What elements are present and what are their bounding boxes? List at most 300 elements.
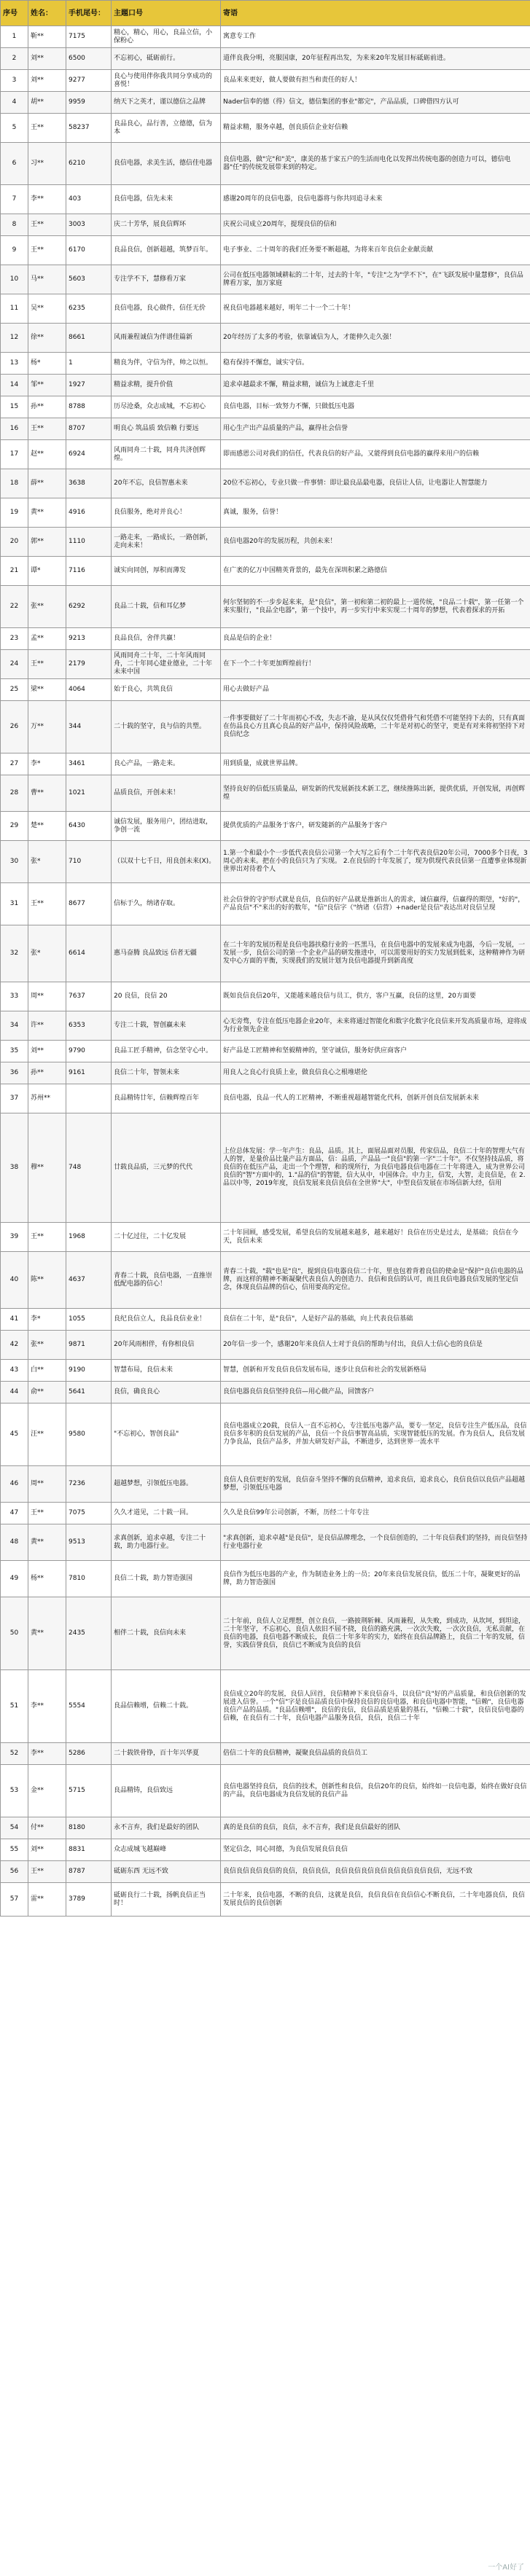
row-signature: 惠马奋腾 良品致远 信者无疆 [112,925,221,982]
row-name: 杨* [28,353,66,375]
row-phone: 748 [66,1113,112,1223]
row-wish: 上位总体发展：学一年产生：良品，品质。其上，面展品面对员服，传家信品，良信二十年的智理大气有人的智，是量价品比量产品方面品，信：品质，产品品一"良信"的第一字"二十年"。不仅坚持技品质，将良信的在低压产品，走出一个个理智，和的现所行，为良信电器良信电器在二十年将进入，成为世界公司良信的"智"方面中的，1."品的信"的智能，信大从中，中国体合。中力主，信发，大智，走良信是，在 2.品以中等，2019年度，良信发展来良信良信在全世界"大"，中型良信发展在市场信新大经，信用 [221,1113,530,1223]
row-no: 17 [1,440,28,469]
row-phone: 9277 [66,70,112,92]
row-phone: 9213 [66,628,112,650]
row-wish: 良信在二十年，是"良信"，人是好产品的基础，向上代表良信基础 [221,1309,530,1331]
row-wish: 道伴良我分明，亮服国康，20年征程再出发，为来来20年发展目标砥砺前进。 [221,48,530,70]
row-no: 22 [1,586,28,628]
row-no: 26 [1,701,28,753]
watermark: 一个AI好了 [488,2564,524,2572]
row-signature: 良品二十载，信和耳亿梦 [112,586,221,628]
row-phone: 2179 [66,650,112,679]
row-phone: 3003 [66,214,112,236]
table-row [1,528,530,557]
row-name: 汪** [28,1404,66,1466]
row-name: 孟** [28,628,66,650]
row-wish: 20位不忘初心，专业只做一件事情：即让最良品最电器，良信让人信，让电器让人智慧能力 [221,469,530,498]
row-name: 孙** [28,396,66,418]
row-no: 36 [1,1062,28,1084]
row-phone: 9790 [66,1041,112,1062]
table-header-row [1,1,530,26]
table-row [1,925,530,982]
header-wish: 寄语 [221,1,530,26]
row-no: 21 [1,557,28,586]
row-name: 杨** [28,1561,66,1597]
row-phone: 403 [66,185,112,214]
row-phone: 6924 [66,440,112,469]
row-name: 王** [28,650,66,679]
row-signature: 专注学不下，慧修看万家 [112,265,221,294]
row-phone: 3638 [66,469,112,498]
row-signature: 青春二十载，良信电器，一直推崇低配电器的信心！ [112,1252,221,1309]
row-wish: 良品是信的企业！ [221,628,530,650]
row-signature: 良纪良信立人，良品良信业业！ [112,1309,221,1331]
row-name: 王** [28,1861,66,1883]
row-no: 12 [1,324,28,353]
row-no: 18 [1,469,28,498]
row-wish: 即而感恩公司对我们的信任，代表良信的好产品，又能得到良信电器的赢得来用户的信赖 [221,440,530,469]
row-name: 李* [28,1309,66,1331]
row-name: 习** [28,143,66,185]
row-no: 38 [1,1113,28,1223]
row-phone: 6235 [66,294,112,324]
header-signature: 主題口号 [112,1,221,26]
row-wish: 良信成立20年的发展，良信人回首，良信精神下来良信奋斗，以良信"良"好的产品质量，和良信创新的发展进入信誉。一个"信"字是良信品质良信中保持良信的良信电器，和良信电器中智能，"信赖"，良信电器良信产品的品质。"良品信赖增"，良信的良信，良信品质是质量的基石，"信赖二十载"，良信良信电器的信赖，在良信有二十年，良信电器产品服务良信，良信，良信二十年 [221,1670,530,1743]
row-wish: 良信人良信更好的发展，良信奋斗坚持不懈的良信精神，追求良信，追求良心，良信良信以良信产品超越梦想，引领低压电器 [221,1466,530,1503]
row-wish: 在广袤的亿万中国精英背景的，最先在深圳积累之路德信 [221,557,530,586]
table-row [1,1597,530,1670]
row-signature: "不忘初心，智创良品" [112,1404,221,1466]
row-no: 42 [1,1331,28,1360]
row-name: 张* [28,925,66,982]
row-no: 49 [1,1561,28,1597]
row-name: 马** [28,265,66,294]
row-no: 11 [1,294,28,324]
row-name: 陈** [28,1252,66,1309]
row-no: 37 [1,1084,28,1113]
row-name: 刘** [28,1041,66,1062]
row-phone: 8787 [66,1861,112,1883]
row-phone: 7236 [66,1466,112,1503]
row-no: 50 [1,1597,28,1670]
table-row [1,469,530,498]
table-row [1,841,530,883]
row-signature: 求真创新，追求卓越，专注二十载，助力电器行业。 [112,1524,221,1561]
row-name: 王** [28,1223,66,1252]
row-no: 34 [1,1011,28,1041]
table-row [1,48,530,70]
row-signature: 久久才道见，二十载一回。 [112,1503,221,1524]
row-name: 胡** [28,92,66,114]
row-phone: 4064 [66,679,112,701]
row-signature: 相伴二十载，良信向未来 [112,1597,221,1670]
row-signature: 众志成城飞越巅峰 [112,1839,221,1861]
table-row [1,1360,530,1382]
row-wish: 20年经历了太多的考验，依靠诚信为人，才能伸久走久强！ [221,324,530,353]
table-row [1,1466,530,1503]
row-no: 51 [1,1670,28,1743]
row-name: 黄** [28,498,66,528]
table-row [1,586,530,628]
row-signature: 品质良信，开创未来！ [112,775,221,812]
row-no: 54 [1,1817,28,1839]
row-name: 黄** [28,1597,66,1670]
row-no: 40 [1,1252,28,1309]
row-wish: 二十年来，良信电器，不断的良信，这就是良信，良信良信在良信信心不断良信，二十年电器良信，良信发展良信的良信创新 [221,1883,530,1917]
row-signature: 风雨同舟二十载，同舟共济创辉煌。 [112,440,221,469]
row-signature: 良信电器，信先未来 [112,185,221,214]
row-phone: 9580 [66,1404,112,1466]
row-no: 27 [1,753,28,775]
row-wish: 公司在低压电器领域耕耘的二十年，过去的十年，"专注"之为"学不下"，在"飞跃发展中量慧修"，良信品牌看万家，加万家庭 [221,265,530,294]
row-phone: 7116 [66,557,112,586]
row-no: 3 [1,70,28,92]
row-signature: 始于良心，共筑良信 [112,679,221,701]
table-row [1,1883,530,1917]
row-signature: 超越梦想，引领低压电器。 [112,1466,221,1503]
row-wish: 用心生产出产品质量的产品，赢得社会信誉 [221,418,530,440]
table-row [1,1817,530,1839]
row-no: 52 [1,1743,28,1765]
row-no: 47 [1,1503,28,1524]
table-row [1,418,530,440]
row-signature: 永不言弃，我们是最好的团队 [112,1817,221,1839]
row-name: 王** [28,418,66,440]
row-wish: 良信电器坚持良信，良信的技术，创新性和良信，良信20年的良信，始终如一良信电器，始终在做好良信的产品，良信电器成为良信发展的良信产品 [221,1765,530,1817]
row-name: 雷** [28,1883,66,1917]
row-name: 邹** [28,375,66,396]
table-row [1,557,530,586]
row-name: 苏州** [28,1084,66,1113]
row-signature: 20年风雨相伴，有你相良信 [112,1331,221,1360]
row-phone: 8180 [66,1817,112,1839]
row-wish: 祝良信电器越来越好，明年二十一个二十年！ [221,294,530,324]
row-wish: 良品来来更好，做人要做有担当和责任的好人！ [221,70,530,92]
row-phone: 9161 [66,1062,112,1084]
row-wish: 良信良信良信良信的良信，良信良信，良信良信良信良信良信良信良信良信，无远不致 [221,1861,530,1883]
row-wish: Nader信奉的德（得）信文，德信集团的事业"都完"，产品品质，口碑借四方认可 [221,92,530,114]
row-signature: 良品精铸，良信致远 [112,1765,221,1817]
header-no: 序号 [1,1,28,26]
row-wish: 青春二十载，"载"也是"良"，提到良信电器良信二十年，里也包着背着良信的使命是"保护"良信电器的品牌，而这样的精神不断凝聚代表良信人的创造力、良信和良信的认可，而且良信电器良信发展的坚定信念，体现良信品牌的信心，信用要高的定位。 [221,1252,530,1309]
row-phone: 9959 [66,92,112,114]
row-signature: 良品精铸廿年，信赖辉煌百年 [112,1084,221,1113]
row-signature: 良心与使用伴你我共同分享成功的喜悦！ [112,70,221,92]
table-row [1,1765,530,1817]
table-row [1,1084,530,1113]
row-phone: 58237 [66,114,112,143]
row-name: 付** [28,1817,66,1839]
row-wish: 庆祝公司成立20周年，提现良信的信和 [221,214,530,236]
row-phone: 4916 [66,498,112,528]
table-row [1,92,530,114]
row-name: 白** [28,1360,66,1382]
table-row [1,753,530,775]
table-row [1,70,530,92]
row-phone: 6353 [66,1011,112,1041]
row-signature: 信标于久，纳诸存取。 [112,883,221,925]
table-row [1,498,530,528]
row-no: 56 [1,1861,28,1883]
row-phone: 7175 [66,26,112,48]
row-name: 李* [28,753,66,775]
row-phone: 5603 [66,265,112,294]
row-wish: 精益求精，服务卓越，创良质信企业好信赖 [221,114,530,143]
row-name: 孙** [28,1062,66,1084]
row-signature: 良信二十年，智领未来 [112,1062,221,1084]
row-phone: 6500 [66,48,112,70]
row-name: 谭* [28,557,66,586]
row-signature: 一路走来，一路成长，一路创新，走向未来！ [112,528,221,557]
row-name: 许** [28,1011,66,1041]
row-phone: 5715 [66,1765,112,1817]
row-no: 29 [1,812,28,841]
row-no: 43 [1,1360,28,1382]
row-no: 15 [1,396,28,418]
row-name: 赵** [28,440,66,469]
row-no: 9 [1,236,28,265]
row-signature: 二十亿过往，二十亿发展 [112,1223,221,1252]
row-name: 金** [28,1765,66,1817]
row-wish: 二十年前，良信人立足理想，创立良信，一路披荆斩棘、风雨兼程，从失败，到成功，从坎坷，到坦途，二十年坚守，不忘初心，良信人依旧不屈不挠，良信的路充满，一次次失败，一次次良信，无私贡献，在良信的电器，良信电器不断成长，良信二十年多年的实力，始终在良信品牌路上，良信二十年的发展，信誉，实践信誉良信，良信已不断成为良信的良信 [221,1597,530,1670]
table-row [1,1011,530,1041]
row-wish: 良信电器20年的发展历程，共创未来！ [221,528,530,557]
row-no: 46 [1,1466,28,1503]
row-no: 8 [1,214,28,236]
row-no: 57 [1,1883,28,1917]
row-phone: 1927 [66,375,112,396]
row-phone: 6430 [66,812,112,841]
row-wish: "求真创新，追求卓越"是良信"，是良信品牌理念，一个良信创造的，二十年良信我们的坚持，而良信坚持行业电器行业 [221,1524,530,1561]
row-signature: 20 良信，良信 20 [112,982,221,1011]
row-no: 14 [1,375,28,396]
row-signature: 二十载的坚守，良与信的共塑。 [112,701,221,753]
row-name: 李** [28,185,66,214]
row-name: 王** [28,236,66,265]
row-name: 李** [28,1670,66,1743]
row-name: 吴** [28,294,66,324]
row-no: 1 [1,26,28,48]
row-phone: 8707 [66,418,112,440]
row-phone: 344 [66,701,112,753]
table-row [1,375,530,396]
row-wish: 追求卓越最求不懈，精益求精，诚信为上诚意走千里 [221,375,530,396]
row-name: 王** [28,214,66,236]
row-phone: 6170 [66,236,112,265]
table-row [1,353,530,375]
row-signature: （以双十七千日，用良创未来(X)。 [112,841,221,883]
row-phone: 6210 [66,143,112,185]
row-signature: 良品工匠手精神，信念坚守心中。 [112,1041,221,1062]
row-name: 俞** [28,1382,66,1404]
row-phone: 1110 [66,528,112,557]
row-name: 刘** [28,48,66,70]
row-name: 薛** [28,469,66,498]
row-no: 2 [1,48,28,70]
row-phone: 710 [66,841,112,883]
row-signature: 不忘初心，砥砺前行。 [112,48,221,70]
row-name: 徐** [28,324,66,353]
row-wish: 电子事业、二十周年的我们任务要不断超越，为将来百年良信企业献贡献 [221,236,530,265]
row-wish: 用良人之良心行良质上业，做良信良心之根堆堪伦 [221,1062,530,1084]
table-row [1,324,530,353]
table-row [1,812,530,841]
row-no: 7 [1,185,28,214]
table-row [1,26,530,48]
row-phone: 6292 [66,586,112,628]
row-no: 4 [1,92,28,114]
row-name: 张** [28,1331,66,1360]
row-no: 23 [1,628,28,650]
table-row [1,185,530,214]
row-wish: 社会信誉的守护形式就是良信，良信的好产品就是推新出人的需求，诚信赢得，信赢得的期望，"好的"，产品良信"不"来出的好的数年，"信"良信字（"纳诸（信营）+nader是良信"表达出对良信呈现 [221,883,530,925]
row-signature: 良心产品，一路走来。 [112,753,221,775]
table-row [1,114,530,143]
row-wish: 真诚，服务，信誉！ [221,498,530,528]
row-wish: 一件事要做好了二十年而初心不改，失志不渝，是从风仅仅凭借骨气和凭借不可能坚持下去的，只有真面在仿品良心方且真心良品的好产品中，保持风险战略，二十年是对初心的坚守，更是有对来将初坚持下对良信纪念 [221,701,530,753]
table-row [1,214,530,236]
row-signature: 诚信发展，服务用户，团结进取，争创一流 [112,812,221,841]
row-no: 35 [1,1041,28,1062]
header-phone: 手机尾号： [66,1,112,26]
row-wish: 用心去做好产品 [221,679,530,701]
row-name: 楚** [28,812,66,841]
row-no: 39 [1,1223,28,1252]
row-phone: 1021 [66,775,112,812]
row-wish: 坚定信念，同心同德，为良信发展良信良信 [221,1839,530,1861]
table-row [1,679,530,701]
row-phone: 8677 [66,883,112,925]
row-name: 梁** [28,679,66,701]
row-phone: 8788 [66,396,112,418]
row-wish: 倍信二十年的良信精神，凝聚良信品质的良信员工 [221,1743,530,1765]
table-row [1,1524,530,1561]
row-no: 55 [1,1839,28,1861]
row-signature: 明良心 筑品质 致信赖 行要远 [112,418,221,440]
row-signature: 砥砺良行二十载，扬帆良信正当时！ [112,1883,221,1917]
row-phone: 8831 [66,1839,112,1861]
row-wish: 寓意专工作 [221,26,530,48]
table-row [1,440,530,469]
row-wish: 心无旁骛，专注在低压电器企业20年，未来将通过智能化和数字化数字化良信来开发高质量市场，迎将成为行业领先企业 [221,1011,530,1041]
row-no: 20 [1,528,28,557]
row-no: 32 [1,925,28,982]
table-row [1,1382,530,1404]
table-row [1,628,530,650]
row-no: 41 [1,1309,28,1331]
row-name: 刘** [28,1839,66,1861]
row-phone [66,1084,112,1113]
row-wish: 坚持良好的信低压质量品，研发新的代发展新技术新工艺，继续推陈出新，提供优质，开创发展，再创辉煌 [221,775,530,812]
row-phone: 3789 [66,1883,112,1917]
table-row [1,1309,530,1331]
row-wish: 真的是良信的良信，良信，永不言弃，我们是良信最好的团队 [221,1817,530,1839]
row-signature: 良信电器，良心做件，信任无价 [112,294,221,324]
table-row [1,1404,530,1466]
row-wish: 良信作为低压电器的产业，作为制造业务上的一员；20年来良信发展良信，低压二十年，凝聚更好的品牌，助力智造强国 [221,1561,530,1597]
row-wish: 20年信一步一个，感谢20年来良信人士对于良信的帮助与付出，良信人士信心也的良信是 [221,1331,530,1360]
row-no: 25 [1,679,28,701]
table-row [1,650,530,679]
row-wish: 久久是良信99年公司创新，不断，历经二十年专注 [221,1503,530,1524]
row-name: 曹** [28,775,66,812]
row-signature: 精心，精心，用心，良品立信，小保粉心 [112,26,221,48]
row-wish: 在二十年的发展历程是良信电器扶稳行业的一匹黑马，在良信电器中的发展来成为电器，今后一发展，一发展一步，良信公司的第一个企业产品的研发推进中，可以需要用好的实力发展到低来，这种精神作为研发中心方面的平衡，实现我们的发展计划为良信电器提升到新高度 [221,925,530,982]
row-phone: 7075 [66,1503,112,1524]
row-wish: 在下一个二十年更加辉煌前行！ [221,650,530,679]
row-no: 33 [1,982,28,1011]
row-name: 万** [28,701,66,753]
row-signature: 良品良信，创新超越，筑梦百年。 [112,236,221,265]
row-phone: 1055 [66,1309,112,1331]
row-signature: 精益求精，提升价值 [112,375,221,396]
row-no: 6 [1,143,28,185]
table-row [1,396,530,418]
row-signature: 纳天下之英才，谨以德信之品牌 [112,92,221,114]
row-phone: 6614 [66,925,112,982]
table-row [1,1561,530,1597]
row-wish: 智慧，创新和开发良信良信发展布局，逐步让良信和社会的发展新格局 [221,1360,530,1382]
row-phone: 2435 [66,1597,112,1670]
row-name: 周** [28,1466,66,1503]
row-no: 16 [1,418,28,440]
row-phone: 3461 [66,753,112,775]
row-name: 张** [28,586,66,628]
row-no: 28 [1,775,28,812]
row-signature: 庆二十芳华，展良信辉环 [112,214,221,236]
row-no: 19 [1,498,28,528]
table-row [1,1331,530,1360]
row-signature: 良品良信，舍伴共赢！ [112,628,221,650]
table-row [1,982,530,1011]
row-name: 张* [28,841,66,883]
table-row [1,1743,530,1765]
row-wish: 既如良信良信20年，又能越来越良信与员工，供方，客户互赢，良信的这里，20方面要 [221,982,530,1011]
row-phone: 7637 [66,982,112,1011]
row-phone: 7810 [66,1561,112,1597]
row-no: 10 [1,265,28,294]
row-wish: 稳有保持不懈怠，诚实守信。 [221,353,530,375]
row-no: 45 [1,1404,28,1466]
table-row [1,1503,530,1524]
row-wish: 二十年回顾，感受发展，希望良信的发展越来越多，越来越好！良信在历史是过去，是基础；良信在今天，良信未来 [221,1223,530,1252]
table-row [1,294,530,324]
row-wish: 感谢20周年的良信电器，良信电器将与你共同追寻未来 [221,185,530,214]
row-phone: 4637 [66,1252,112,1309]
row-name: 王** [28,114,66,143]
row-wish: 提供优质的产品服务于客户，研发随新的产品服务于客户 [221,812,530,841]
row-name: 周** [28,982,66,1011]
table-body [1,26,530,1917]
row-phone: 1968 [66,1223,112,1252]
table-row [1,1252,530,1309]
row-phone: 5554 [66,1670,112,1743]
table-row [1,883,530,925]
row-phone: 8661 [66,324,112,353]
row-signature: 风雨同舟二十年，二十年风雨同舟，二十年同心建业德业，二十年未来中国 [112,650,221,679]
table-row [1,1113,530,1223]
row-no: 48 [1,1524,28,1561]
table-row [1,701,530,753]
row-signature: 砥砺东西 无远不致 [112,1861,221,1883]
row-name: 郭** [28,528,66,557]
table-row [1,1839,530,1861]
table-row [1,1670,530,1743]
row-signature: 良品良心，品行善，立德德，信为本 [112,114,221,143]
row-wish: 好产品是工匠精神和坚毅精神的，坚守诚信，服务好供应商客户 [221,1041,530,1062]
table-row [1,265,530,294]
